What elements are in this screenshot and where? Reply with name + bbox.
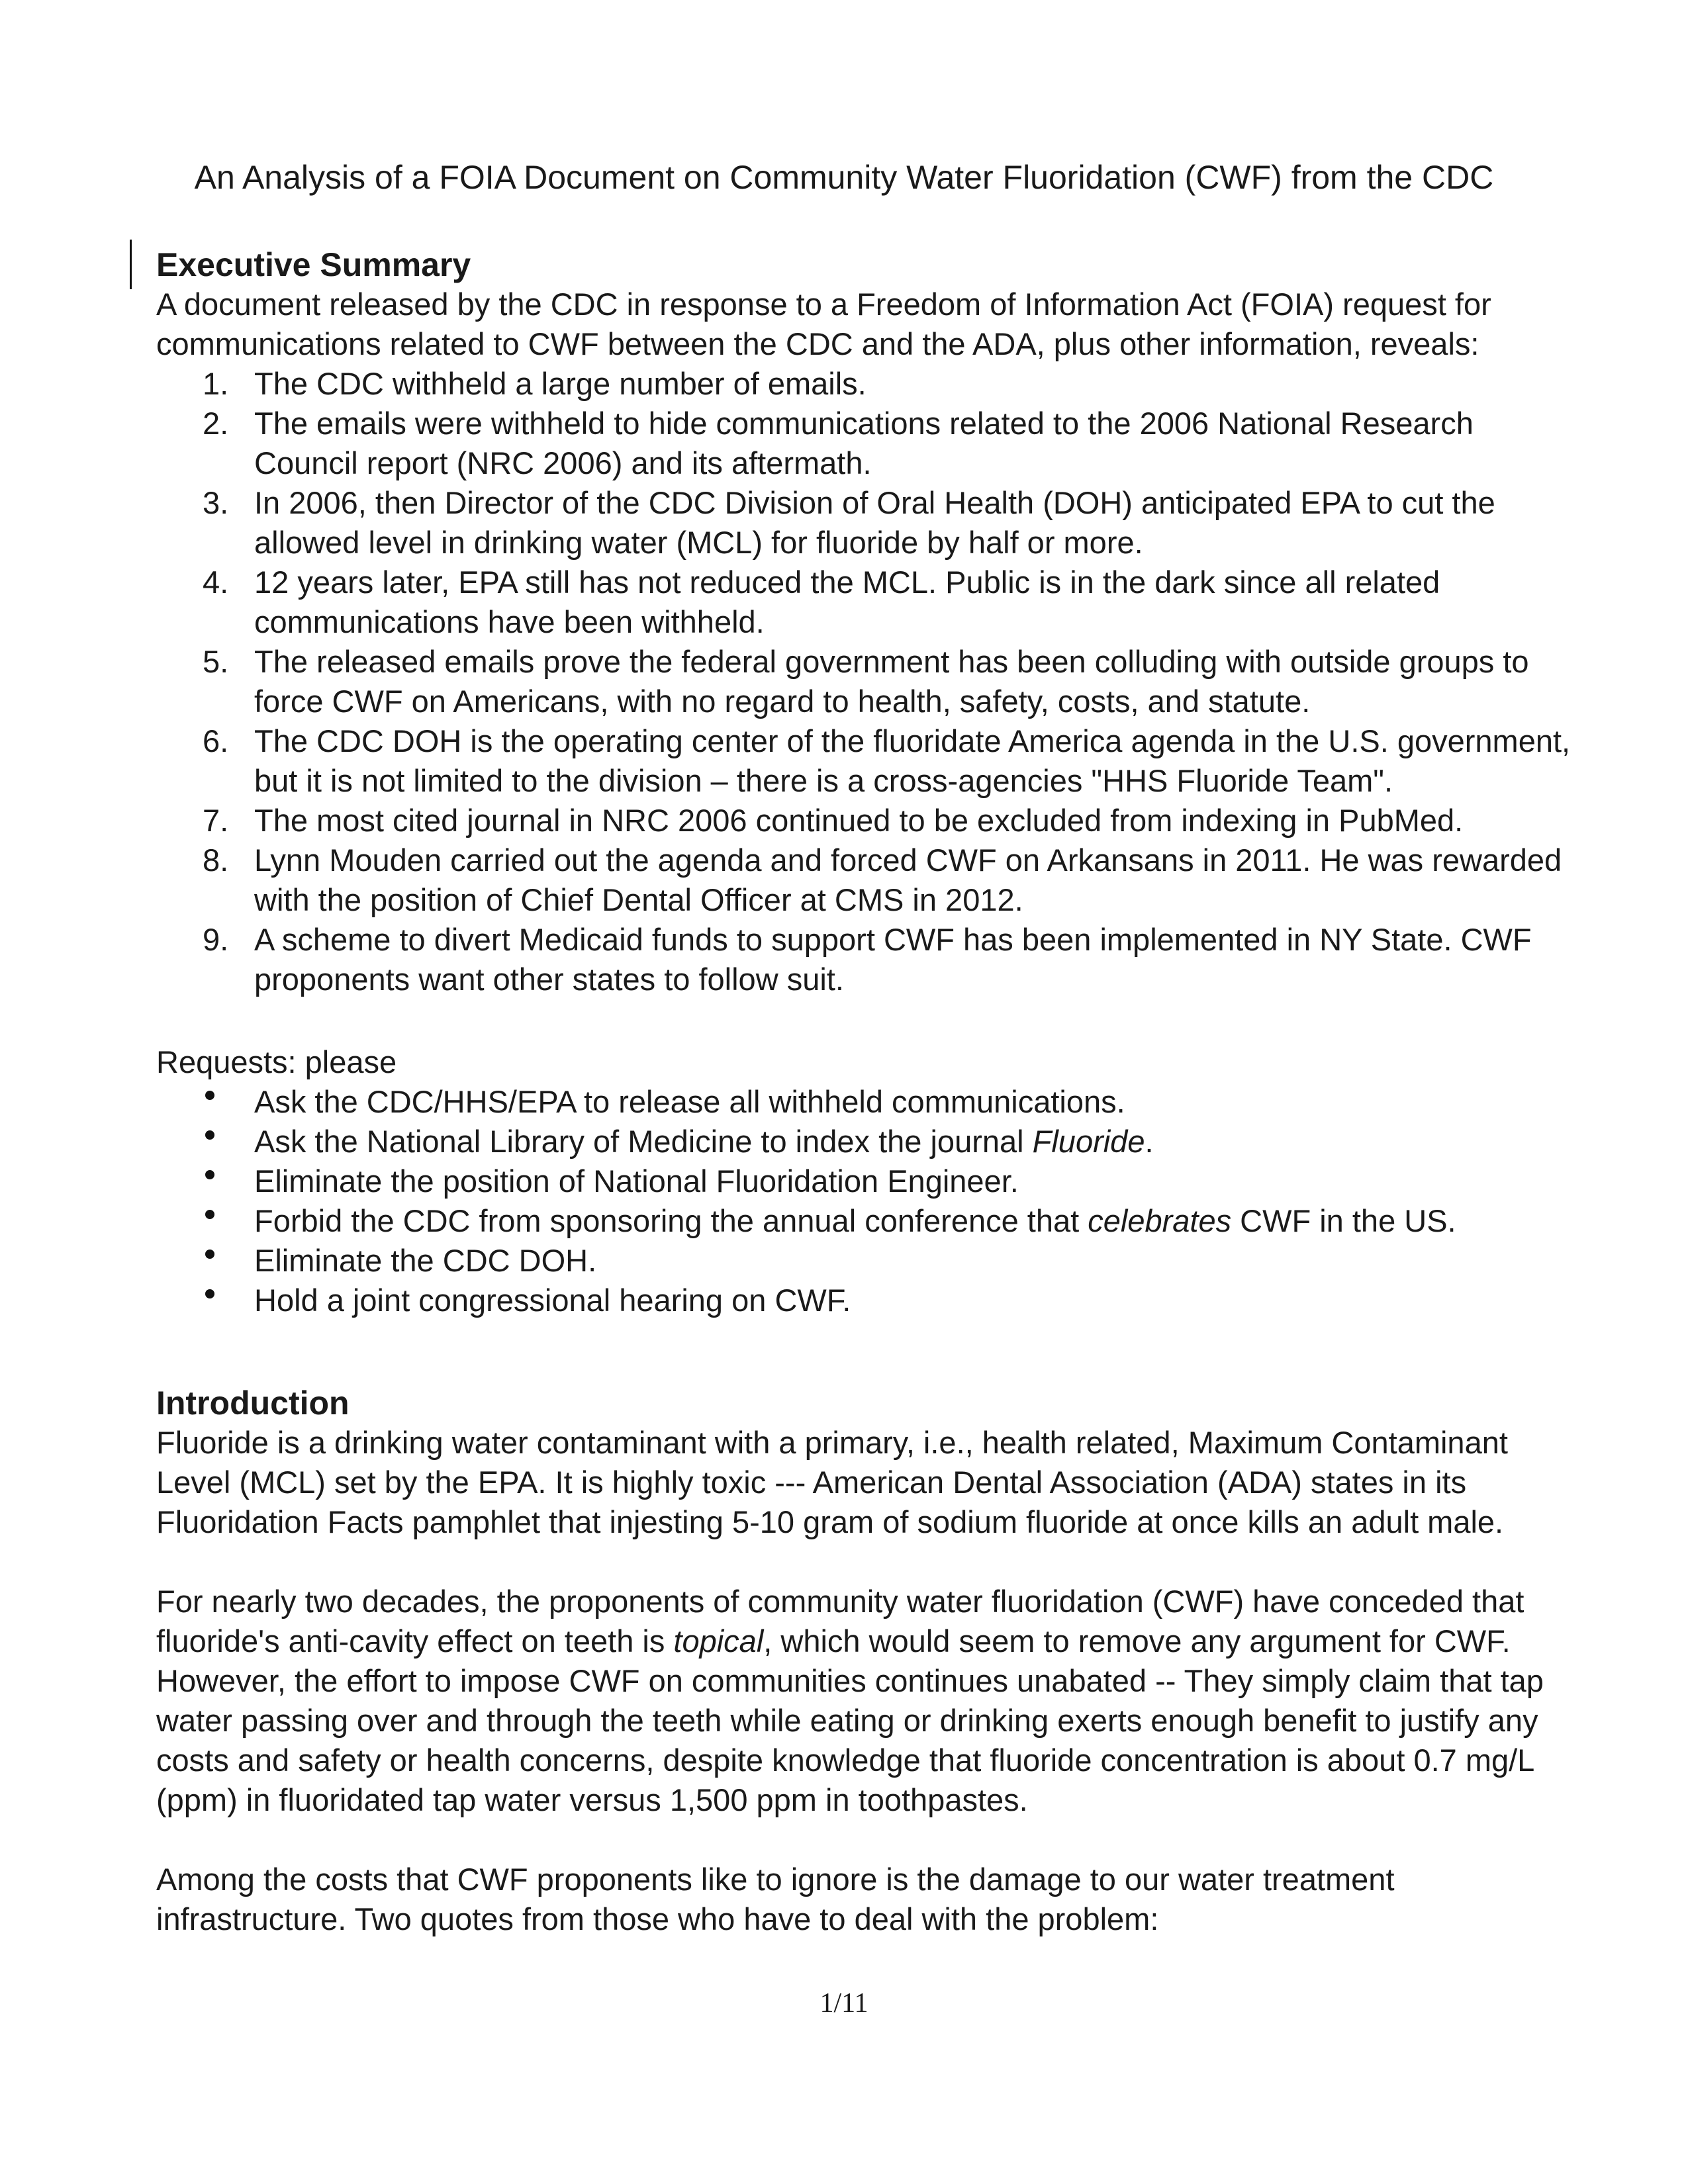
request-text: . <box>1145 1124 1154 1159</box>
list-number: 2. <box>203 406 229 441</box>
paragraph-line <box>156 1621 1511 1661</box>
paragraph-line: However, the effort to impose CWF on communities continues unabated -- They simply claim that tap <box>156 1663 1544 1698</box>
emphasis-text: topical <box>673 1623 764 1659</box>
list-item: The CDC withheld a large number of emails. <box>254 366 867 401</box>
list-item: The CDC DOH is the operating center of the fluoridate America agenda in the U.S. government, <box>254 723 1571 758</box>
paragraph-line: (ppm) in fluoridated tap water versus 1,500 ppm in toothpastes. <box>156 1782 1028 1817</box>
list-number: 7. <box>203 803 229 838</box>
list-number: 6. <box>203 723 229 758</box>
paragraph-line: Fluoride is a drinking water contaminant with a primary, i.e., health related, Maximum Contaminant <box>156 1425 1508 1460</box>
list-item: Lynn Mouden carried out the agenda and forced CWF on Arkansans in 2011. He was rewarded <box>254 842 1562 878</box>
list-item-continued: allowed level in drinking water (MCL) for fluoride by half or more. <box>254 525 1143 560</box>
list-item-continued: but it is not limited to the division – there is a cross-agencies "HHS Fluoride Team". <box>254 763 1393 798</box>
bullet-icon <box>205 1289 214 1298</box>
list-item-continued: force CWF on Americans, with no regard to health, safety, costs, and statute. <box>254 684 1311 719</box>
list-item: In 2006, then Director of the CDC Division of Oral Health (DOH) anticipated EPA to cut the <box>254 485 1495 520</box>
list-item: The emails were withheld to hide communications related to the 2006 National Research <box>254 406 1474 441</box>
request-item <box>254 1122 1154 1161</box>
list-item-continued: proponents want other states to follow suit. <box>254 962 844 997</box>
request-item: Eliminate the position of National Fluoridation Engineer. <box>254 1163 1019 1199</box>
bullet-icon <box>205 1170 214 1179</box>
request-item: Hold a joint congressional hearing on CWF. <box>254 1283 851 1318</box>
list-item-continued: Council report (NRC 2006) and its aftermath. <box>254 445 872 480</box>
paragraph-line: costs and safety or health concerns, despite knowledge that fluoride concentration is about 0.7 mg/L <box>156 1743 1535 1778</box>
list-number: 9. <box>203 922 229 957</box>
emphasis-text: celebrates <box>1088 1203 1232 1238</box>
paragraph-line: Fluoridation Facts pamphlet that injesting 5-10 gram of sodium fluoride at once kills an adult male. <box>156 1504 1504 1539</box>
summary-intro-line: A document released by the CDC in response to a Freedom of Information Act (FOIA) request for <box>156 287 1491 322</box>
request-item <box>254 1201 1456 1241</box>
paragraph-line: water passing over and through the teeth while eating or drinking exerts enough benefit to justify any <box>156 1703 1538 1738</box>
list-number: 1. <box>203 366 229 401</box>
request-text: Ask the National Library of Medicine to index the journal <box>254 1124 1033 1159</box>
bullet-icon <box>205 1250 214 1259</box>
journal-name: Fluoride <box>1032 1124 1145 1159</box>
list-item: The released emails prove the federal government has been colluding with outside groups to <box>254 644 1529 679</box>
bullet-icon <box>205 1210 214 1219</box>
request-text: CWF in the US. <box>1231 1203 1456 1238</box>
document-title: An Analysis of a FOIA Document on Community Water Fluoridation (CWF) from the CDC <box>194 159 1494 196</box>
introduction-heading: Introduction <box>156 1385 350 1422</box>
requests-label: Requests: please <box>156 1044 397 1079</box>
request-text: Forbid the CDC from sponsoring the annual conference that <box>254 1203 1088 1238</box>
paragraph-line: infrastructure. Two quotes from those who have to deal with the problem: <box>156 1901 1159 1936</box>
list-number: 5. <box>203 644 229 679</box>
paragraph-text: fluoride's anti-cavity effect on teeth is <box>156 1623 674 1659</box>
summary-intro-line: communications related to CWF between the CDC and the ADA, plus other information, reveals: <box>156 326 1479 361</box>
bullet-icon <box>205 1130 214 1140</box>
paragraph-line: For nearly two decades, the proponents of community water fluoridation (CWF) have conceded that <box>156 1584 1524 1619</box>
paragraph-line: Level (MCL) set by the EPA. It is highly toxic --- American Dental Association (ADA) states in its <box>156 1465 1467 1500</box>
list-item: A scheme to divert Medicaid funds to support CWF has been implemented in NY State. CWF <box>254 922 1532 957</box>
revision-bar <box>130 240 132 289</box>
list-item: The most cited journal in NRC 2006 continued to be excluded from indexing in PubMed. <box>254 803 1464 838</box>
list-number: 3. <box>203 485 229 520</box>
paragraph-line: Among the costs that CWF proponents like to ignore is the damage to our water treatment <box>156 1862 1395 1897</box>
request-item: Ask the CDC/HHS/EPA to release all withheld communications. <box>254 1084 1125 1119</box>
paragraph-text: , which would seem to remove any argument for CWF. <box>763 1623 1511 1659</box>
bullet-icon <box>205 1091 214 1100</box>
request-item: Eliminate the CDC DOH. <box>254 1243 597 1278</box>
list-item-continued: communications have been withheld. <box>254 604 765 639</box>
list-number: 8. <box>203 842 229 878</box>
list-item: 12 years later, EPA still has not reduced the MCL. Public is in the dark since all related <box>254 565 1440 600</box>
page-number: 1/11 <box>820 1988 868 2019</box>
list-number: 4. <box>203 565 229 600</box>
list-item-continued: with the position of Chief Dental Officer at CMS in 2012. <box>254 882 1023 917</box>
executive-summary-heading: Executive Summary <box>156 246 471 283</box>
